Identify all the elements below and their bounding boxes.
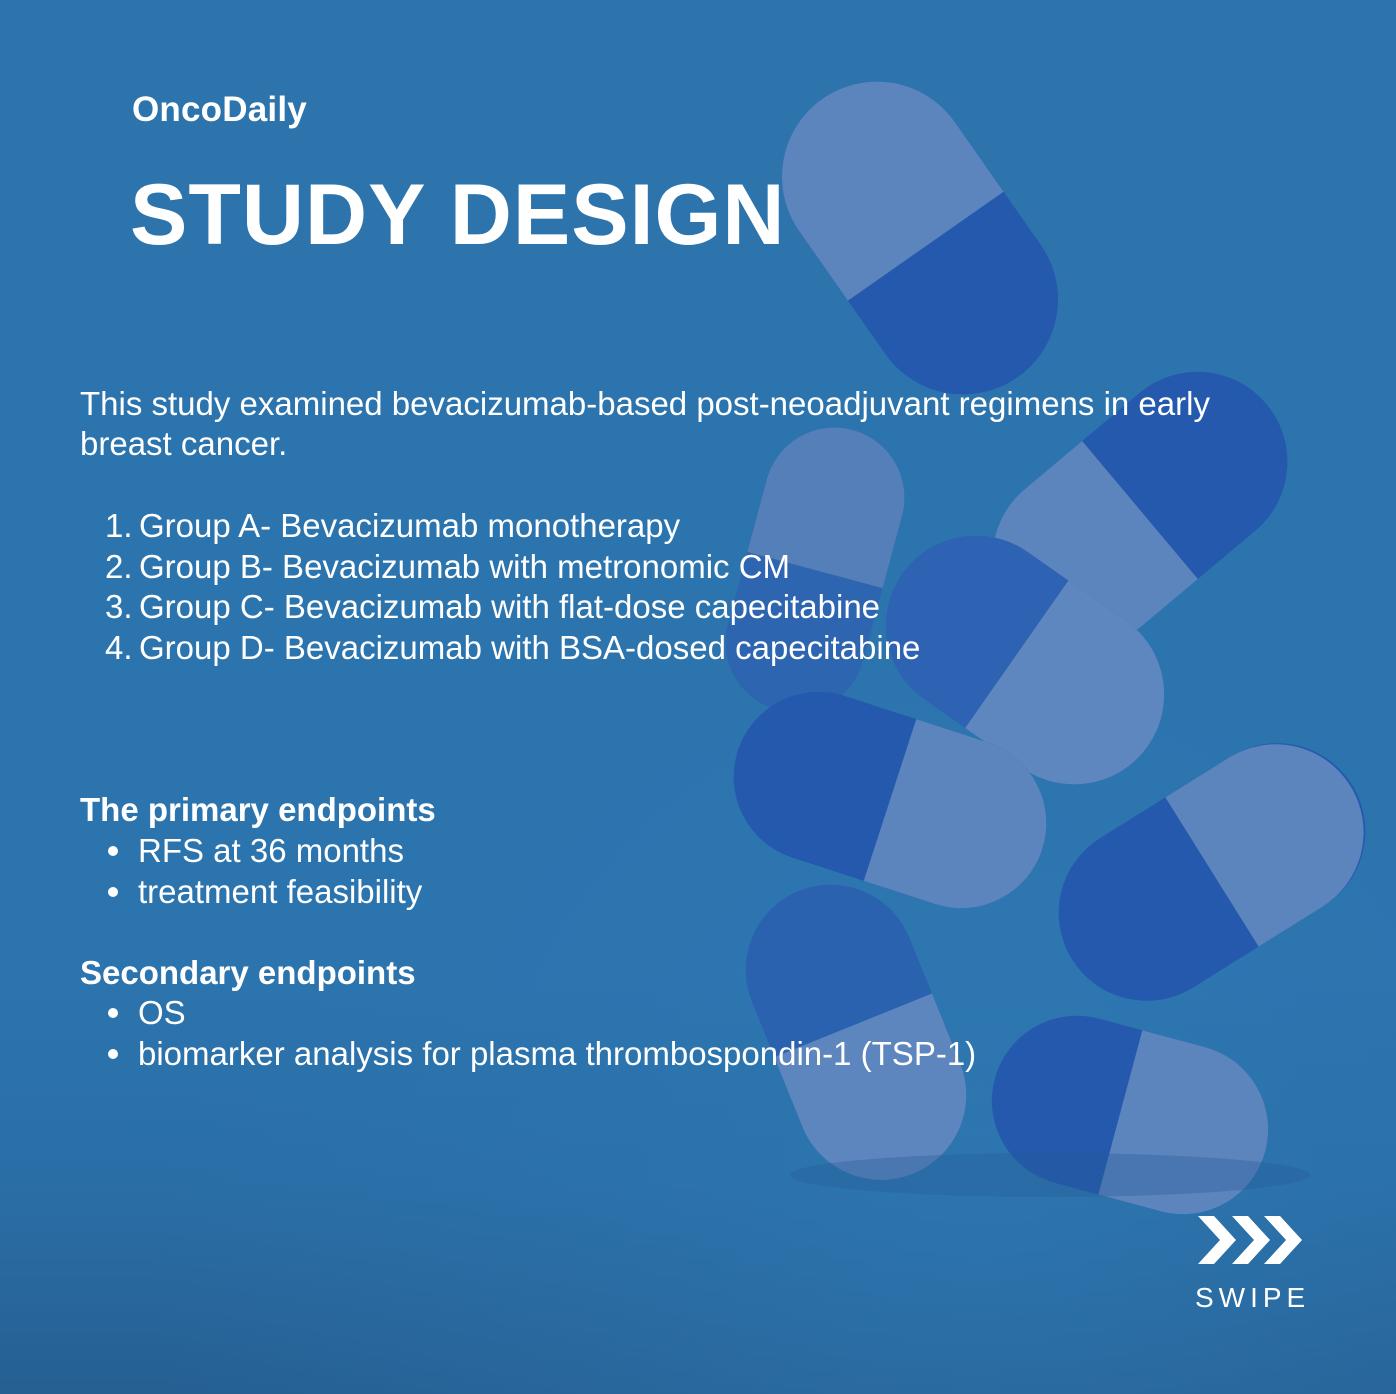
list-item-text: RFS at 36 months <box>138 832 404 869</box>
secondary-endpoints-list <box>105 993 976 1074</box>
bullet-icon <box>108 1049 118 1059</box>
swipe-indicator[interactable] <box>1190 1212 1310 1314</box>
swipe-label: SWIPE <box>1195 1282 1311 1313</box>
list-item <box>105 831 422 872</box>
bullet-icon <box>108 846 118 856</box>
list-item-text: treatment feasibility <box>138 872 423 910</box>
list-item-number: 4. <box>105 628 133 666</box>
list-item-text: Group D- Bevacizumab with BSA-dosed capecitabine <box>139 628 921 666</box>
list-item <box>105 587 920 628</box>
primary-endpoints-heading: The primary endpoints <box>80 791 436 828</box>
page-title: STUDY DESIGN <box>130 167 786 263</box>
list-item-number: 1. <box>105 507 133 544</box>
list-item-text: OS <box>138 994 186 1031</box>
bullet-icon <box>108 1008 118 1018</box>
list-item-text: biomarker analysis for plasma thrombospondin-1 (TSP-1) <box>138 1034 977 1072</box>
list-item-text: Group C- Bevacizumab with flat-dose capecitabine <box>139 588 881 625</box>
list-item-text: Group A- Bevacizumab monotherapy <box>139 507 681 544</box>
list-item <box>105 1034 976 1075</box>
list-item <box>105 993 976 1034</box>
list-item <box>105 628 920 669</box>
triple-chevron-right-icon <box>1196 1212 1304 1268</box>
list-item-text: Group B- Bevacizumab with metronomic CM <box>139 547 791 585</box>
intro-paragraph: This study examined bevacizumab-based post-neoadjuvant regimens in early breast cancer. <box>80 385 1210 462</box>
primary-endpoints-list <box>105 831 422 912</box>
list-item-number: 3. <box>105 588 133 625</box>
list-item <box>105 872 422 913</box>
list-item <box>105 506 920 547</box>
list-item-number: 2. <box>105 547 133 585</box>
secondary-endpoints-heading: Secondary endpoints <box>80 954 416 991</box>
bullet-icon <box>108 887 118 897</box>
brand-logo-text: OncoDaily <box>132 90 307 129</box>
study-groups-list <box>105 506 920 668</box>
list-item <box>105 547 920 588</box>
